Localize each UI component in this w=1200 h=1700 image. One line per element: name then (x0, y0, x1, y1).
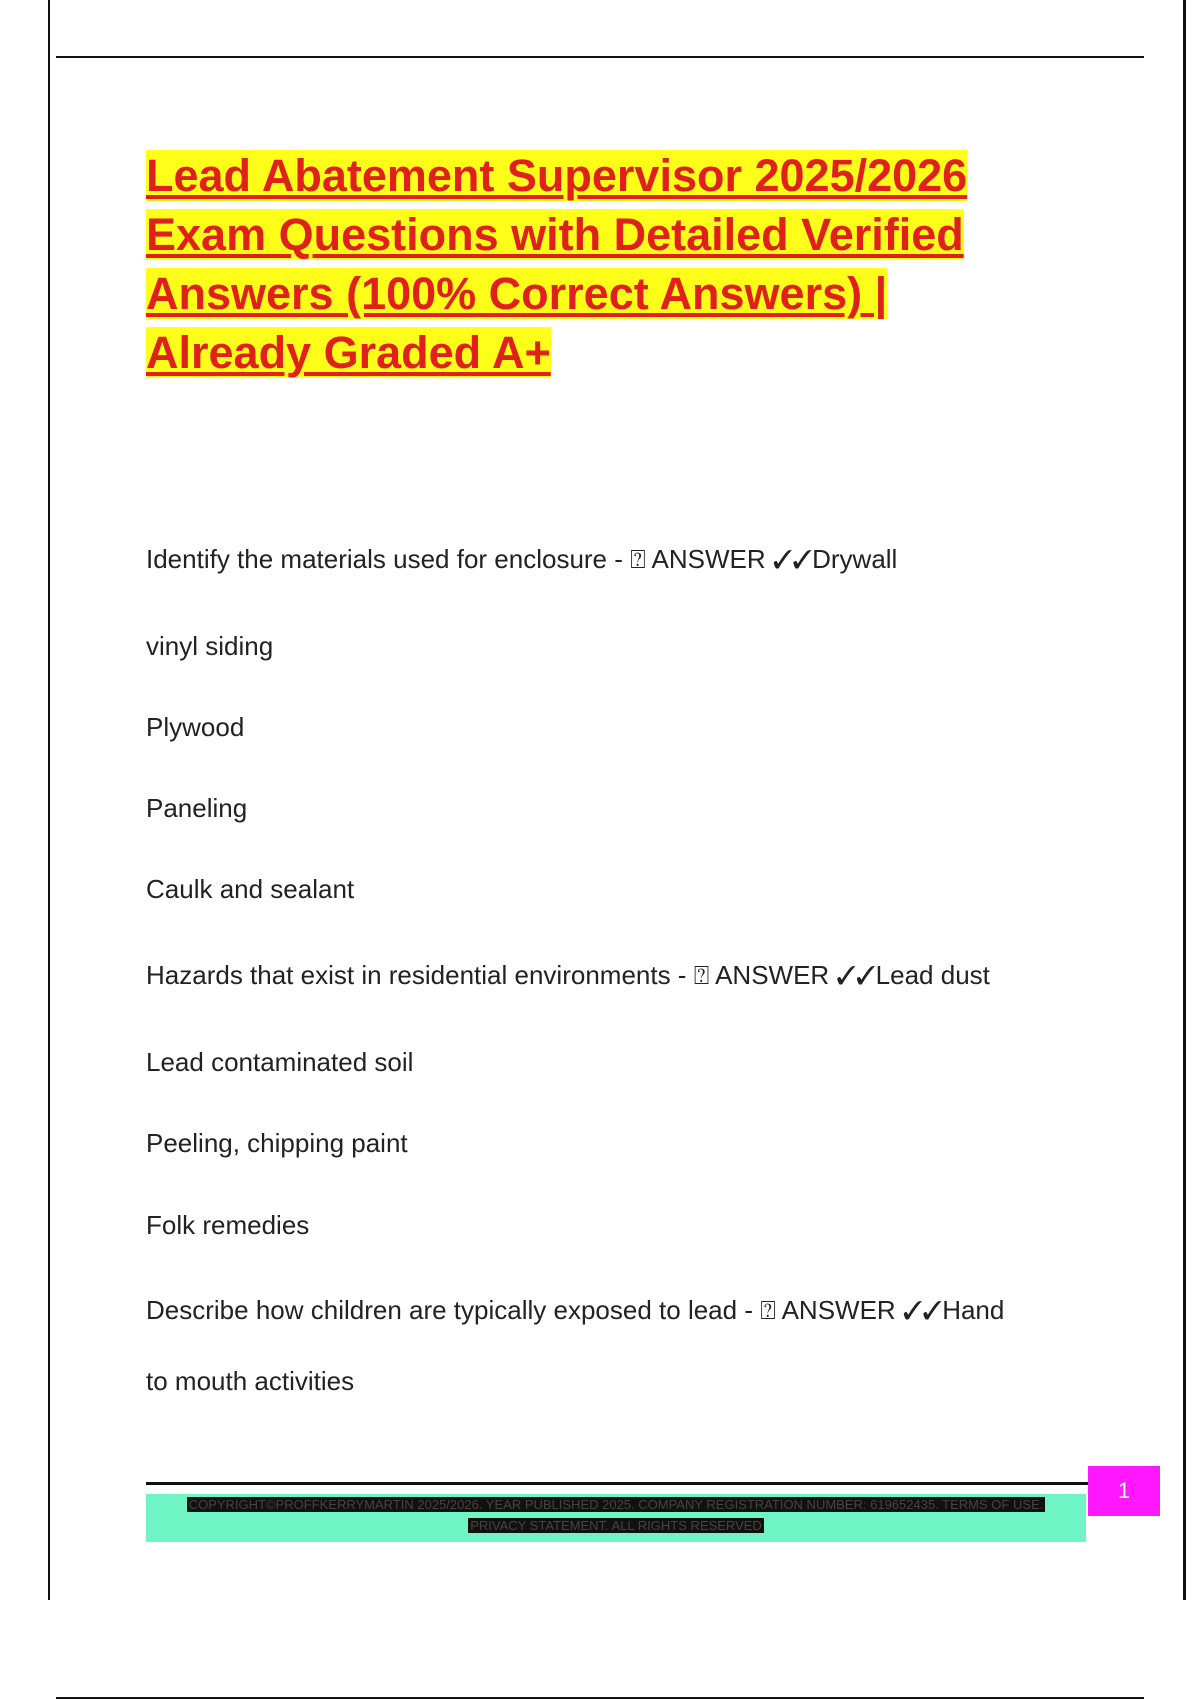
answer-line: Caulk and sealant (146, 874, 355, 904)
answer-line: vinyl siding (146, 631, 274, 661)
page-number-badge: 1 (1088, 1466, 1160, 1516)
copyright-line-1: COPYRIGHT©PROFFKERRYMARTIN 2025/2026. YEAR PUBLISHED 2025. COMPANY REGISTRATION NUMBER: 619652435. TERMS OF USE. (188, 1497, 1044, 1512)
page-border-right (1183, 0, 1186, 1600)
answer-line: Paneling (146, 793, 248, 823)
footer-rule (146, 1482, 1088, 1485)
answer-line: Plywood (146, 712, 245, 742)
document-title-text: Lead Abatement Supervisor 2025/2026 Exam Questions with Detailed Verified Answers (100% Correct Answers) | Already Graded A+ (146, 150, 968, 378)
bottom-rule (56, 1697, 1144, 1699)
question-line: Describe how children are typically exposed to lead - ⍰ ANSWER ✓✓Hand (146, 1295, 1005, 1325)
question-line: Identify the materials used for enclosure - ⍰ ANSWER ✓✓Drywall (146, 544, 898, 574)
copyright-footer (146, 1494, 1086, 1542)
top-rule (56, 56, 1144, 58)
answer-line: Peeling, chipping paint (146, 1128, 408, 1158)
page-border-left (48, 0, 50, 1600)
answer-line: to mouth activities (146, 1366, 355, 1396)
document-title (146, 146, 1046, 382)
answer-line: Folk remedies (146, 1210, 310, 1240)
question-line: Hazards that exist in residential environments - ⍰ ANSWER ✓✓Lead dust (146, 960, 990, 990)
answer-line: Lead contaminated soil (146, 1047, 414, 1077)
copyright-line-2: PRIVACY STATEMENT. ALL RIGHTS RESERVED (470, 1518, 762, 1533)
